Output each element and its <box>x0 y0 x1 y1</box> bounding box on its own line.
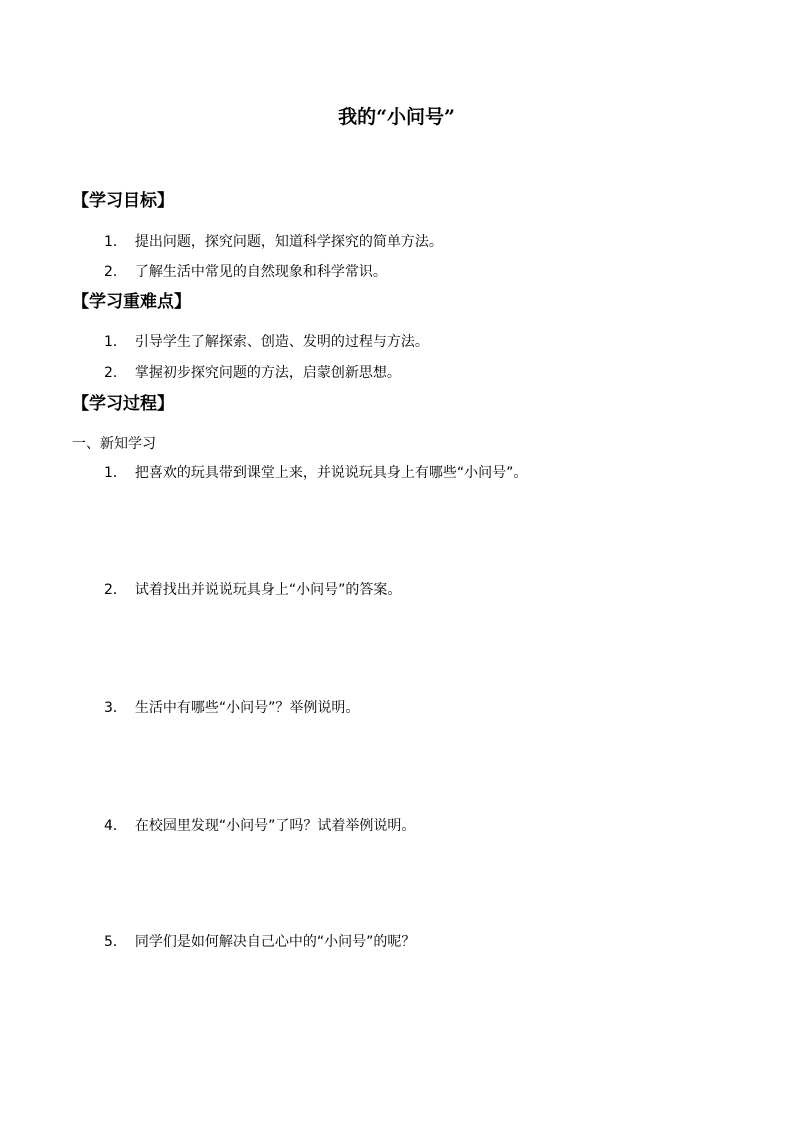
item-text: 提出问题，探究问题，知道科学探究的简单方法。 <box>134 234 443 250</box>
item-number: 1． <box>104 234 127 250</box>
item-text: 掌握初步探究问题的方法，启蒙创新思想。 <box>134 365 401 381</box>
question-item <box>104 698 359 718</box>
item-text: 了解生活中常见的自然现象和科学常识。 <box>134 264 387 280</box>
key-point-item <box>104 332 429 352</box>
objective-item <box>104 232 443 252</box>
item-number: 3． <box>104 700 127 716</box>
question-item <box>104 932 415 952</box>
item-text: 同学们是如何解决自己心中的“小问号”的呢？ <box>134 934 416 950</box>
question-item <box>104 580 401 600</box>
subsection-new-learning: 一、新知学习 <box>72 436 156 452</box>
item-text: 试着找出并说说玩具身上“小问号”的答案。 <box>134 582 402 598</box>
section-heading-objectives: 【学习目标】 <box>72 191 174 211</box>
item-text: 在校园里发现“小问号”了吗？试着举例说明。 <box>134 818 416 834</box>
item-text: 生活中有哪些“小问号”？举例说明。 <box>134 700 360 716</box>
document-title: 我的“小问号” <box>338 106 455 128</box>
item-text: 把喜欢的玩具带到课堂上来，并说说玩具身上有哪些“小问号”。 <box>134 465 528 481</box>
question-item <box>104 463 527 483</box>
item-number: 4． <box>104 818 127 834</box>
item-number: 1． <box>104 465 127 481</box>
key-point-item <box>104 363 401 383</box>
item-text: 引导学生了解探索、创造、发明的过程与方法。 <box>134 334 429 350</box>
section-heading-process: 【学习过程】 <box>72 394 174 414</box>
objective-item <box>104 262 387 282</box>
item-number: 2． <box>104 582 127 598</box>
question-item <box>104 816 415 836</box>
item-number: 1． <box>104 334 127 350</box>
item-number: 5． <box>104 934 127 950</box>
item-number: 2． <box>104 365 127 381</box>
item-number: 2． <box>104 264 127 280</box>
section-heading-key-points: 【学习重难点】 <box>72 292 191 312</box>
